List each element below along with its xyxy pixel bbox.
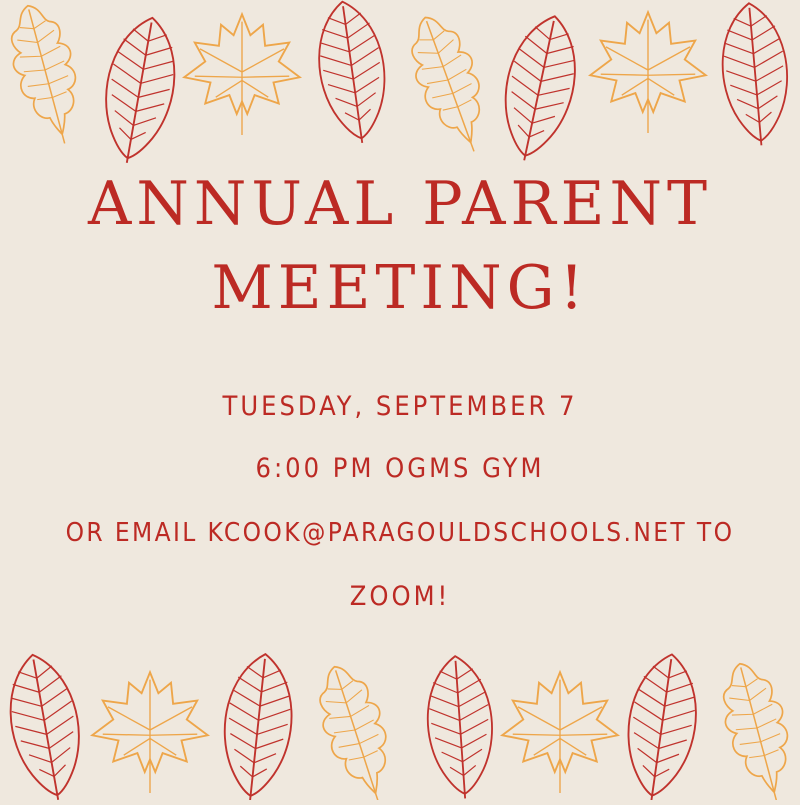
maple-leaf-icon: [184, 14, 300, 135]
oval-leaf-icon: [311, 0, 394, 147]
oak-leaf-icon: [307, 658, 407, 800]
top-leaf-border-art: [0, 0, 800, 165]
title-line-1: ANNUAL PARENT: [88, 169, 712, 239]
bottom-leaf-border: [0, 630, 800, 800]
oak-leaf-icon: [712, 656, 800, 800]
oak-leaf-icon: [0, 0, 93, 151]
oval-leaf-icon: [0, 649, 91, 800]
oval-leaf-icon: [217, 651, 298, 800]
email-instructions: OR EMAIL KCOOK@PARAGOULDSCHOOLS.NET TO: [65, 518, 735, 548]
maple-leaf-icon: [502, 672, 618, 793]
bottom-leaf-border-art: [0, 630, 800, 800]
maple-leaf-icon: [590, 12, 706, 133]
top-leaf-border: [0, 0, 800, 165]
oval-leaf-icon: [423, 654, 497, 800]
maple-leaf-icon: [92, 672, 208, 793]
oak-leaf-icon: [398, 8, 502, 162]
title-line-2: MEETING!: [211, 253, 589, 323]
event-date: TUESDAY, SEPTEMBER 7: [222, 391, 578, 422]
zoom-line: ZOOM!: [349, 581, 451, 612]
oval-leaf-icon: [94, 12, 185, 165]
oval-leaf-icon: [717, 0, 793, 148]
oval-leaf-icon: [619, 650, 705, 800]
oval-leaf-icon: [492, 9, 587, 165]
event-time-location: 6:00 PM OGMS GYM: [255, 453, 545, 484]
